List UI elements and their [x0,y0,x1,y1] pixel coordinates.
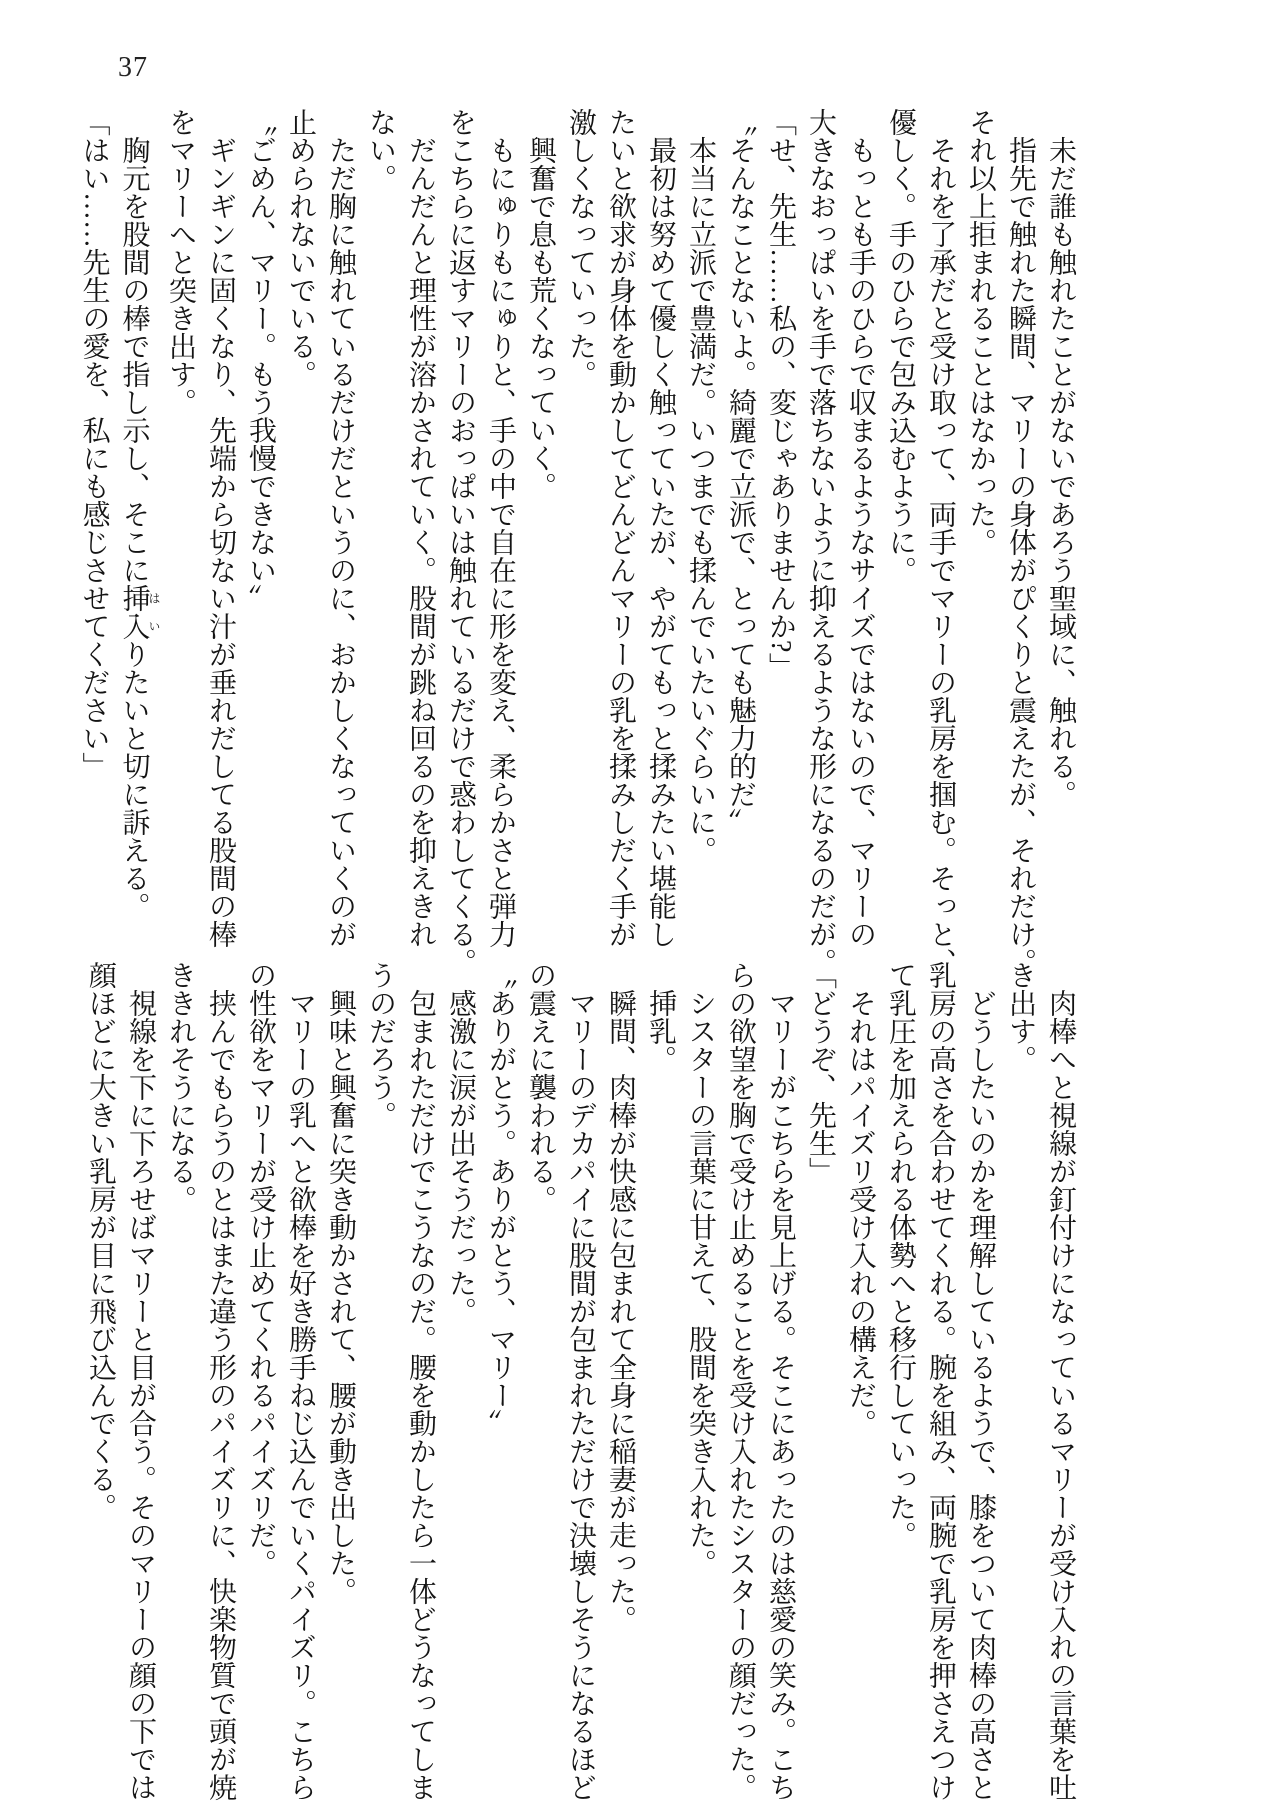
text-column-bottom-19: 興味と興奮に突き動かされて、腰が動き出した。 [325,989,356,1605]
text-column-bottom-18: うのだろう。 [365,961,396,1129]
text-column-top-16: をこちらに返すマリーのおっぱいは触れているだけで惑わしてくる。 [445,108,476,976]
text-block-bottom [80,961,1080,1806]
text-column-top-13: 激しくなっていった。 [565,108,596,388]
text-column-top-5: 優しく。手のひらで包み込むように。 [885,108,916,584]
text-column-top-12: たいと欲求が身体を動かしてどんどんマリーの乳を揉みしだく手が [605,108,636,948]
text-column-bottom-11: 挿乳。 [645,989,676,1073]
text-column-bottom-17: 包まれただけでこうなのだ。腰を動かしたら一体どうなってしま [405,989,436,1801]
text-column-bottom-12: 瞬間、肉棒が快感に包まれて全身に稲妻が走った。 [605,989,636,1633]
text-column-bottom-24: 視線を下に下ろせばマリーと目が合う。そのマリーの顔の下では [125,989,156,1801]
text-column-top-10: 本当に立派で豊満だ。いつまでも揉んでいたいぐらいに。 [685,136,716,864]
text-block-top [74,108,1081,976]
text-column-top-14: 興奮で息も荒くなっていく。 [525,136,556,500]
text-column-top-24: 胸元を股間の棒で指し示し、そこに挿入はいりたいと切に訴える。 [118,136,161,920]
text-column-bottom-25: 顔ほどに大きい乳房が目に飛び込んでくる。 [85,961,116,1521]
text-column-bottom-3: どうしたいのかを理解しているようで、膝をついて肉棒の高さと [965,989,996,1801]
page-number: 37 [118,52,148,83]
text-column-bottom-7: 「どうぞ、先生」 [805,961,836,1185]
text-column-bottom-9: らの欲望を胸で受け止めることを受け入れたシスターの顔だった。 [725,961,756,1801]
text-column-bottom-13: マリーのデカパイに股間が包まれただけで決壊しそうになるほど [565,989,596,1801]
furigana-annotation: 挿入はい [118,584,161,640]
text-column-top-21: 〝ごめん、マリー。もう我慢できない〟 [245,108,276,612]
text-column-bottom-10: シスターの言葉に甘えて、股間を突き入れた。 [685,989,716,1577]
text-column-bottom-5: て乳圧を加えられる体勢へと移行していった。 [885,961,916,1549]
text-column-bottom-14: の震えに襲われる。 [525,961,556,1213]
text-column-bottom-16: 感激に涙が出そうだった。 [445,989,476,1325]
text-column-top-19: ただ胸に触れているだけだというのに、おかしくなっていくのが [325,136,356,948]
text-column-top-22: ギンギンに固くなり、先端から切ない汁が垂れだしてる股間の棒 [205,136,236,948]
text-column-top-7: 大きなおっぱいを手で落ちないように抑えるような形になるのだが。 [805,108,836,976]
text-column-bottom-2: き出す。 [1005,961,1036,1073]
text-column-top-9: 〝そんなことないよ。綺麗で立派で、とっても魅力的だ〟 [725,108,756,836]
text-column-bottom-20: マリーの乳へと欲棒を好き勝手ねじ込んでいくパイズリ。こちら [285,989,316,1801]
text-column-top-2: 指先で触れた瞬間、マリーの身体がぴくりと震えたが、それだけ。 [1005,136,1036,976]
text-column-top-23: をマリーへと突き出す。 [165,108,196,416]
text-column-top-4: それを了承だと受け取って、両手でマリーの乳房を掴む。そっと、 [925,136,956,976]
text-column-top-6: もっとも手のひらで収まるようなサイズではないので、マリーの [845,136,876,948]
text-column-top-3: それ以上拒まれることはなかった。 [965,108,996,556]
text-column-top-15: もにゅりもにゅりと、手の中で自在に形を変え、柔らかさと弾力 [485,136,516,948]
text-column-bottom-8: マリーがこちらを見上げる。そこにあったのは慈愛の笑み。こち [765,989,796,1801]
text-column-bottom-15: 〝ありがとう。ありがとう、マリー〟 [485,961,516,1437]
text-column-top-18: ない。 [365,108,396,192]
text-column-top-8: 「せ、先生……私の、変じゃありませんか?」 [765,108,796,681]
text-column-bottom-21: の性欲をマリーが受け止めてくれるパイズリだ。 [245,961,276,1577]
text-column-top-1: 未だ誰も触れたことがないであろう聖域に、触れる。 [1045,136,1076,808]
text-column-top-20: 止められないでいる。 [285,108,316,388]
text-column-bottom-1: 肉棒へと視線が釘付けになっているマリーが受け入れの言葉を吐 [1045,989,1076,1801]
text-column-top-11: 最初は努めて優しく触っていたが、やがてもっと揉みたい堪能し [645,136,676,948]
text-column-bottom-4: 乳房の高さを合わせてくれる。腕を組み、両腕で乳房を押さえつけ [925,961,956,1801]
text-column-bottom-22: 挟んでもらうのとはまた違う形のパイズリに、快楽物質で頭が焼 [205,989,236,1801]
text-column-bottom-6: それはパイズリ受け入れの構えだ。 [845,989,876,1437]
text-column-bottom-23: ききれそうになる。 [165,961,196,1213]
text-column-top-17: だんだんと理性が溶かされていく。股間が跳ね回るのを抑えきれ [405,136,436,948]
text-column-top-25: 「はい……先生の愛を、私にも感じさせてください」 [78,108,110,780]
